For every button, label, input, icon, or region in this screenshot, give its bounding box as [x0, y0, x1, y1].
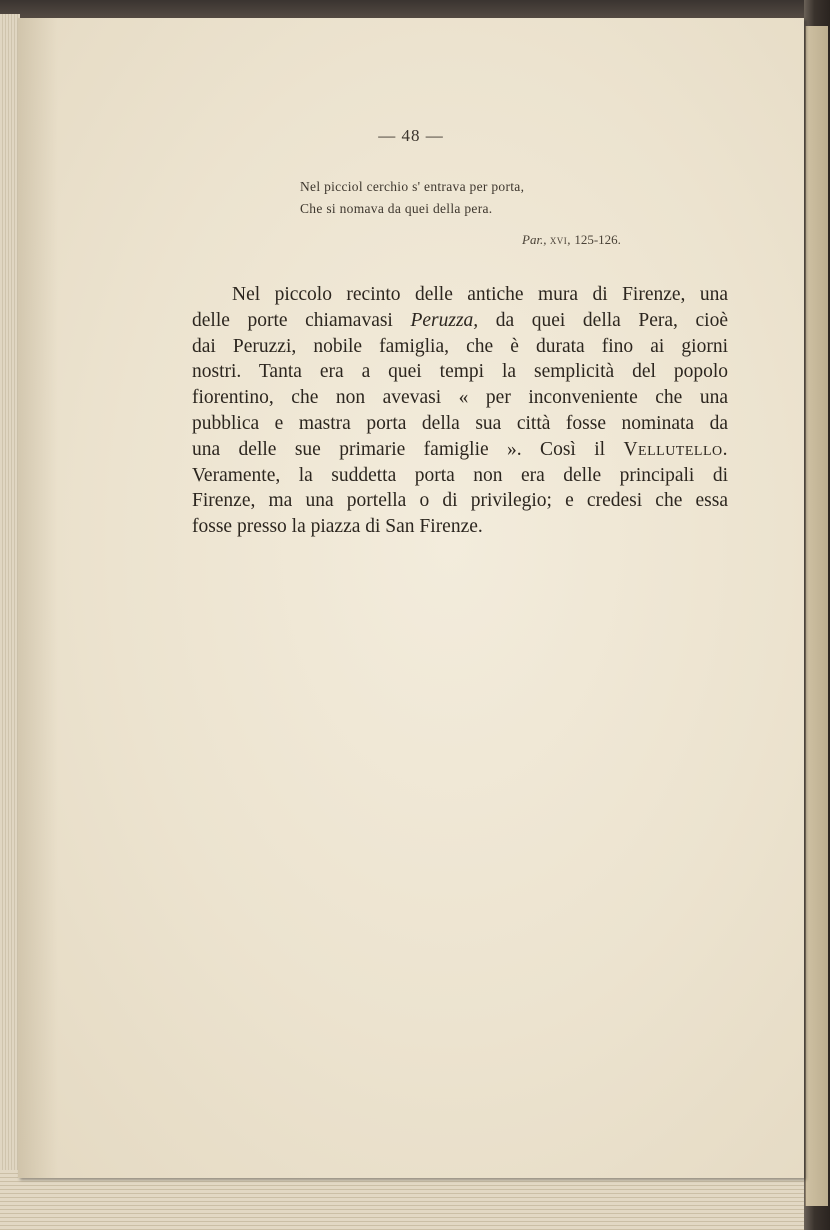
- body-paragraph: [192, 282, 728, 540]
- body-text-run: delle porte chiamavasi: [192, 309, 411, 331]
- epigraph-line: Nel picciol cerchio s' entrava per porta,: [300, 179, 525, 194]
- gutter-shadow: [18, 18, 58, 1178]
- body-italic-run: Peruzza,: [410, 309, 479, 331]
- body-line: [192, 308, 728, 334]
- citation-canto: xvi,: [549, 232, 572, 247]
- citation-verses: 125-126.: [574, 232, 621, 247]
- author-name: Vellutello.: [623, 438, 728, 460]
- body-line: fosse presso la piazza di San Firenze.: [192, 516, 483, 538]
- body-line: [192, 437, 728, 463]
- page-stack-bottom: [0, 1170, 810, 1230]
- book-page: [18, 18, 804, 1178]
- epigraph-citation: [522, 232, 621, 248]
- body-line: fiorentino, che non avevasi « per inconveniente che una: [192, 387, 728, 409]
- body-line: Veramente, la suddetta porta non era delle principali di: [192, 464, 728, 486]
- epigraph: [300, 176, 660, 220]
- body-line: pubblica e mastra porta della sua città fosse nominata da: [192, 412, 728, 434]
- page-number: — 48 —: [378, 126, 444, 145]
- body-text-run: una delle sue primarie famiglie ». Così il: [192, 438, 624, 460]
- body-line: Nel piccolo recinto delle antiche mura di Firenze, una: [232, 284, 728, 305]
- body-line: Firenze, ma una portella o di privilegio; e credesi che essa: [192, 490, 728, 512]
- epigraph-line: Che si nomava da quei della pera.: [300, 201, 493, 216]
- body-text-run: da quei della Pera, cioè: [478, 309, 728, 331]
- body-line: nostri. Tanta era a quei tempi la semplicità del popolo: [192, 361, 728, 383]
- citation-work: Par.,: [522, 232, 547, 247]
- page-stack-left: [0, 14, 20, 1230]
- next-page-edge: [805, 26, 828, 1206]
- body-line: dai Peruzzi, nobile famiglia, che è durata fino ai giorni: [192, 335, 728, 357]
